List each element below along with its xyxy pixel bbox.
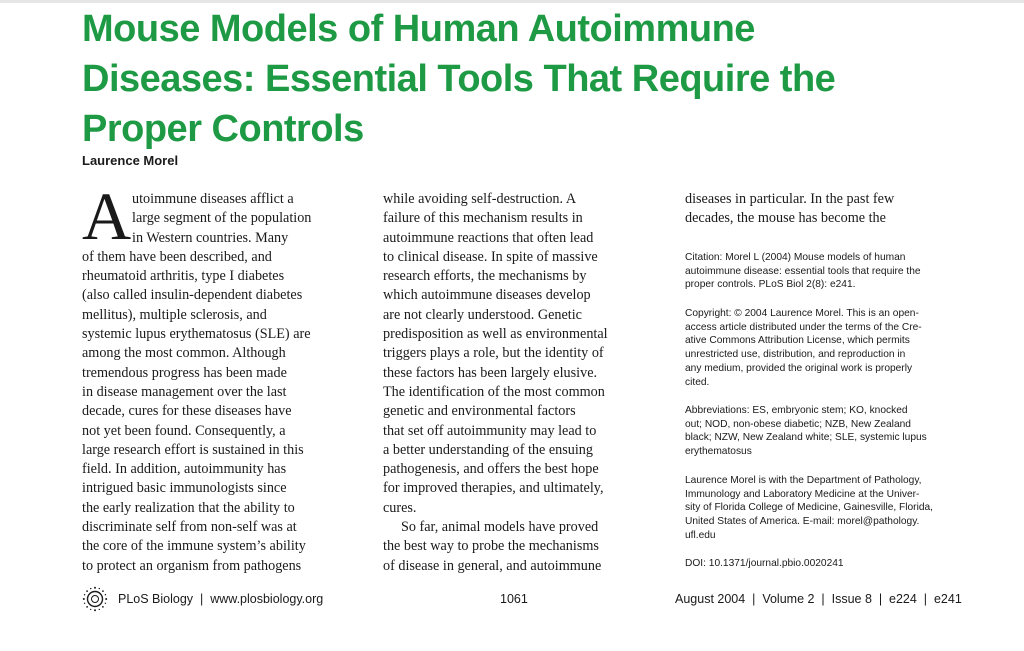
copyright-line: unrestricted use, distribution, and reproduction in xyxy=(685,349,906,361)
text-line: genetic and environmental factors xyxy=(383,403,576,420)
copyright-block xyxy=(685,307,960,389)
drop-cap: A xyxy=(82,178,132,254)
citation-line: proper controls. PLoS Biol 2(8): e241. xyxy=(685,279,856,291)
text-line: systemic lupus erythematosus (SLE) are xyxy=(82,326,311,343)
text-line: predisposition as well as environmental xyxy=(383,326,608,343)
text-line: which autoimmune diseases develop xyxy=(383,287,591,304)
text-line: rheumatoid arthritis, type I diabetes xyxy=(82,268,285,285)
affiliation-line: sity of Florida College of Medicine, Gainesville, Florida, xyxy=(685,502,934,514)
body-column-2 xyxy=(383,190,658,576)
text-line: failure of this mechanism results in xyxy=(383,210,583,227)
text-line: decade, cures for these diseases have xyxy=(82,403,292,420)
text-line: the best way to probe the mechanisms xyxy=(383,538,599,555)
text-line: a better understanding of the ensuing xyxy=(383,441,593,458)
text-line: mellitus), multiple sclerosis, and xyxy=(82,306,267,323)
text-line: tremendous progress has been made xyxy=(82,364,287,381)
text-line: large segment of the population xyxy=(132,210,312,227)
abbreviations-line: Abbreviations: ES, embryonic stem; KO, knocked xyxy=(685,405,908,416)
text-line: for improved therapies, and ultimately, xyxy=(383,480,604,497)
text-line: the early realization that the ability to xyxy=(82,499,295,516)
text-line: to protect an organism from pathogens xyxy=(82,557,302,574)
copyright-line: cited. xyxy=(685,376,710,388)
copyright-line: any medium, provided the original work is properly xyxy=(685,362,913,374)
text-line: decades, the mouse has become the xyxy=(685,210,886,227)
text-line: large research effort is sustained in this xyxy=(82,441,304,458)
text-line: triggers plays a role, but the identity of xyxy=(383,345,604,362)
text-line: discriminate self from non-self was at xyxy=(82,519,297,536)
text-line: So far, animal models have proved xyxy=(401,519,599,536)
affiliation-line: United States of America. E-mail: morel@pathology. xyxy=(685,516,920,528)
text-line: among the most common. Although xyxy=(82,345,286,362)
title-line: Proper Controls xyxy=(82,108,364,150)
text-line: pathogenesis, and offers the best hope xyxy=(383,461,599,478)
text-line: autoimmune reactions that often lead xyxy=(383,229,594,246)
copyright-line: access article distributed under the terms of the Cre- xyxy=(685,321,922,333)
text-line: (also called insulin-dependent diabetes xyxy=(82,287,303,304)
text-line: cures. xyxy=(383,499,417,516)
abbreviations-line: out; NOD, non-obese diabetic; NZB, New Zealand xyxy=(685,418,911,430)
body-column-3 xyxy=(685,190,950,229)
abbreviations-line: black; NZW, New Zealand white; SLE, systemic lupus xyxy=(685,432,927,444)
top-divider xyxy=(0,0,1024,3)
footer-issue-info: August 2004 | Volume 2 | Issue 8 | e224 | e241 xyxy=(675,592,962,606)
citation-line: Citation: Morel L (2004) Mouse models of human xyxy=(685,252,906,263)
text-line: The identification of the most common xyxy=(383,383,605,400)
text-line: these factors has been largely elusive. xyxy=(383,364,598,381)
doi-text: DOI: 10.1371/journal.pbio.0020241 xyxy=(685,558,844,569)
plos-logo-icon xyxy=(82,586,108,612)
affiliation-line: Laurence Morel is with the Department of Pathology, xyxy=(685,475,922,486)
text-line: diseases in particular. In the past few xyxy=(685,191,895,207)
text-line: of them have been described, and xyxy=(82,248,272,265)
body-column-1 xyxy=(82,190,357,576)
text-line: of disease in general, and autoimmune xyxy=(383,557,602,574)
citation-block xyxy=(685,251,960,292)
footer-page-number: 1061 xyxy=(500,592,528,606)
copyright-line: Copyright: © 2004 Laurence Morel. This is an open- xyxy=(685,308,919,319)
abbreviations-line: erythematosus xyxy=(685,446,752,458)
text-line: to clinical disease. In spite of massive xyxy=(383,248,598,265)
abbreviations-block xyxy=(685,404,960,459)
text-line: field. In addition, autoimmunity has xyxy=(82,461,287,478)
text-line: that set off autoimmunity may lead to xyxy=(383,422,597,439)
text-line: in Western countries. Many xyxy=(132,229,289,246)
text-line: are not clearly understood. Genetic xyxy=(383,306,582,323)
text-line: in disease management over the last xyxy=(82,383,287,400)
affiliation-block xyxy=(685,474,960,543)
copyright-line: ative Commons Attribution License, which permits xyxy=(685,335,910,347)
author-name: Laurence Morel xyxy=(82,153,179,168)
doi-block xyxy=(685,557,960,571)
text-line: while avoiding self-destruction. A xyxy=(383,191,577,207)
text-line: utoimmune diseases afflict a xyxy=(132,191,294,207)
text-line: the core of the immune system’s ability xyxy=(82,538,306,555)
footer-journal: PLoS Biology | www.plosbiology.org xyxy=(118,592,324,606)
affiliation-line: Immunology and Laboratory Medicine at the Univer- xyxy=(685,488,920,500)
affiliation-line: ufl.edu xyxy=(685,529,716,541)
title-line: Diseases: Essential Tools That Require the xyxy=(82,58,836,100)
text-line: not yet been found. Consequently, a xyxy=(82,422,286,439)
article-title xyxy=(82,4,982,154)
citation-line: autoimmune disease: essential tools that require the xyxy=(685,265,921,277)
text-line: intrigued basic immunologists since xyxy=(82,480,287,497)
text-line: research efforts, the mechanisms by xyxy=(383,268,587,285)
title-line: Mouse Models of Human Autoimmune xyxy=(82,8,755,50)
